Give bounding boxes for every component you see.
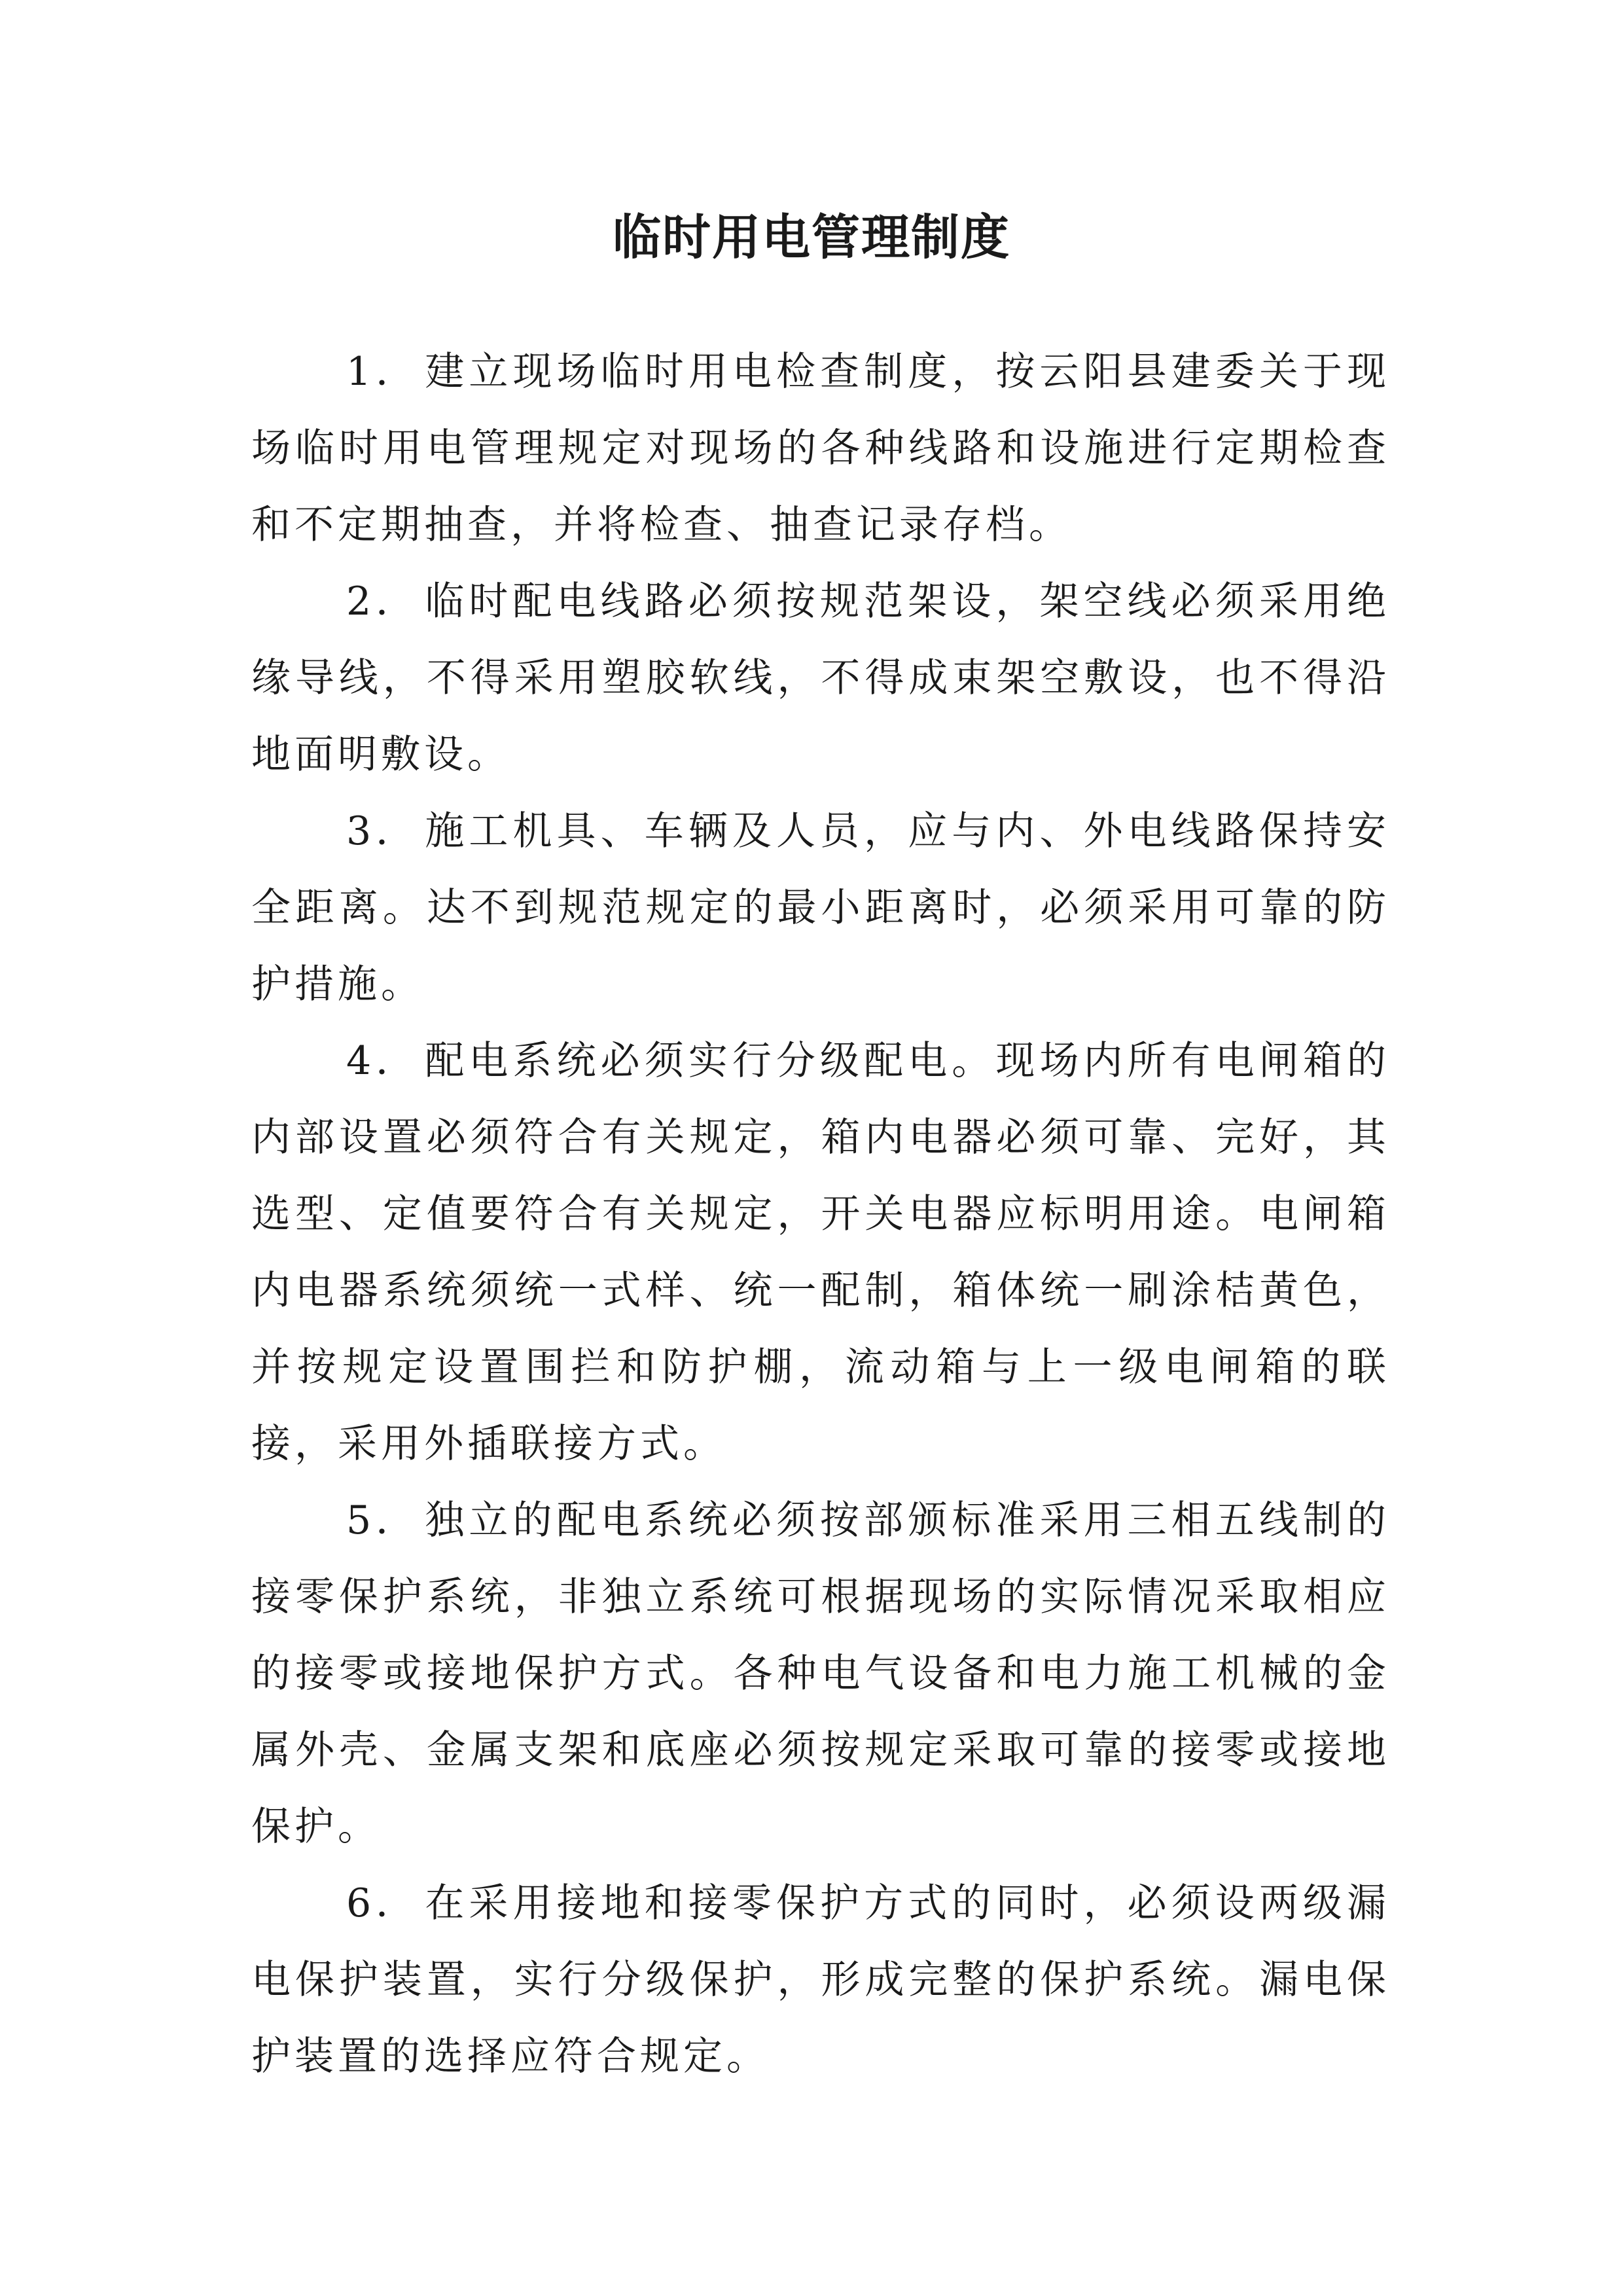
- document-body: [251, 334, 1390, 2095]
- paragraph-text: 建立现场临时用电检查制度，按云阳县建委关于现场临时用电管理规定对现场的各种线路和设施进行定期检查和不定期抽查，并将检查、抽查记录存档。: [251, 349, 1390, 548]
- paragraph-number: 1．: [346, 349, 420, 395]
- paragraph-number: 3．: [346, 808, 420, 854]
- paragraph-text: 施工机具、车辆及人员，应与内、外电线路保持安全距离。达不到规范规定的最小距离时，必须采用可靠的防护措施。: [251, 808, 1390, 1007]
- paragraph-4: [251, 1023, 1390, 1482]
- paragraph-number: 4．: [346, 1038, 420, 1084]
- paragraph-text: 在采用接地和接零保护方式的同时，必须设两级漏电保护装置，实行分级保护，形成完整的保护系统。漏电保护装置的选择应符合规定。: [251, 1880, 1390, 2079]
- paragraph-number: 6．: [346, 1880, 420, 1926]
- paragraph-2: [251, 564, 1390, 793]
- paragraph-number: 5．: [346, 1498, 420, 1543]
- paragraph-5: [251, 1482, 1390, 1865]
- paragraph-1: [251, 334, 1390, 564]
- paragraph-text: 独立的配电系统必须按部颁标准采用三相五线制的接零保护系统，非独立系统可根据现场的实际情况采取相应的接零或接地保护方式。各种电气设备和电力施工机械的金属外壳、金属支架和底座必须按规定采取可靠的接零或接地保护。: [251, 1498, 1390, 1850]
- paragraph-number: 2．: [346, 579, 420, 624]
- paragraph-6: [251, 1865, 1390, 2095]
- paragraph-3: [251, 793, 1390, 1023]
- paragraph-text: 临时配电线路必须按规范架设，架空线必须采用绝缘导线，不得采用塑胶软线，不得成束架空敷设，也不得沿地面明敷设。: [251, 579, 1390, 778]
- document-title: 临时用电管理制度: [613, 209, 1010, 266]
- paragraph-text: 配电系统必须实行分级配电。现场内所有电闸箱的内部设置必须符合有关规定，箱内电器必须可靠、完好，其选型、定值要符合有关规定，开关电器应标明用途。电闸箱内电器系统须统一式样、统一配制，箱体统一刷涂桔黄色，并按规定设置围拦和防护棚，流动箱与上一级电闸箱的联接，采用外插联接方式。: [251, 1038, 1390, 1467]
